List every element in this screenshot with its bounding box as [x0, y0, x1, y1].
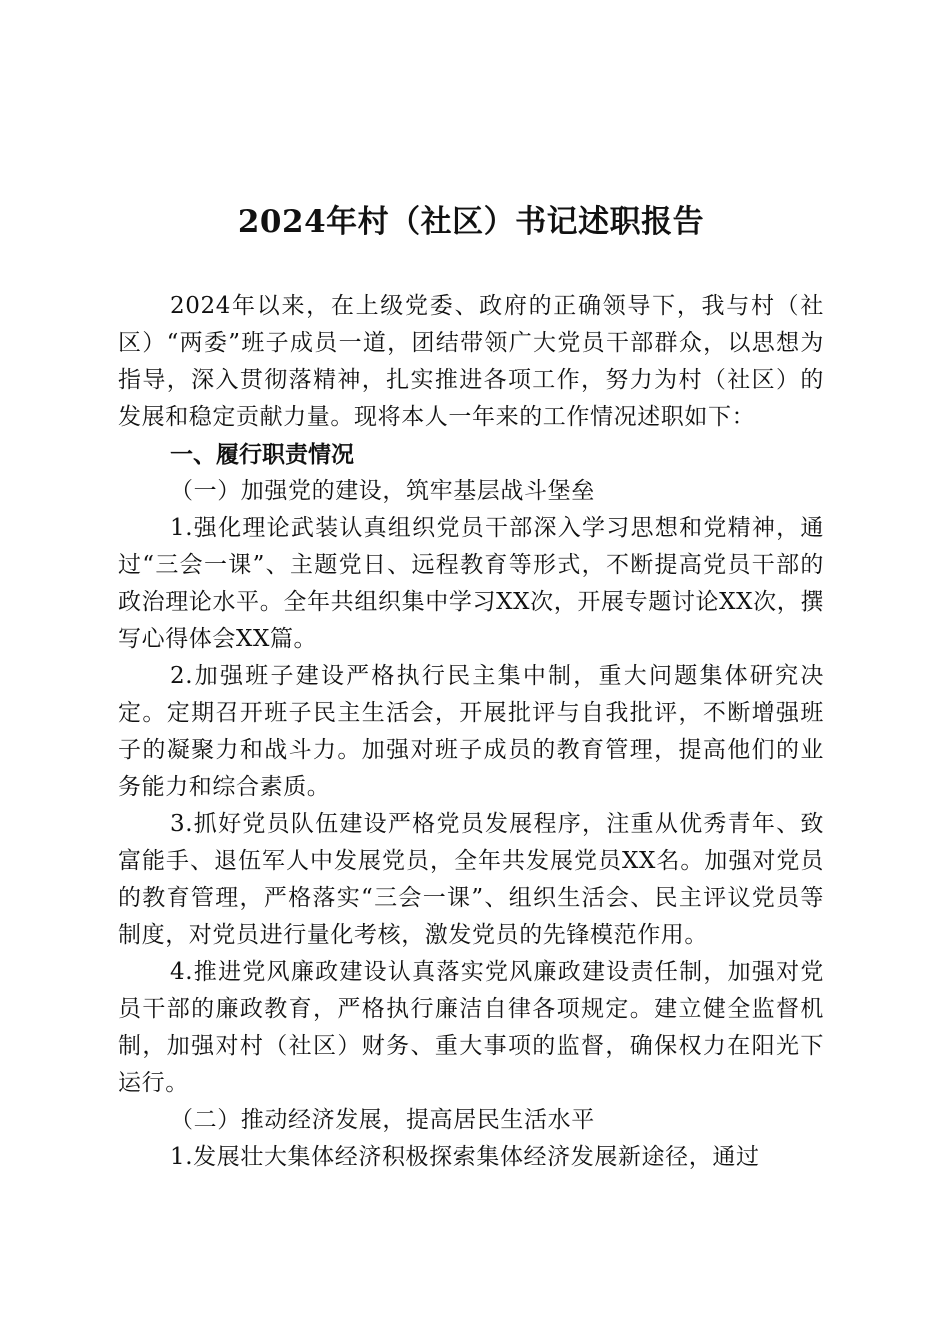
paragraph-theory: 1.强化理论武装认真组织党员干部深入学习思想和党精神，通过“三会一课”、主题党日、远程教育等形式，不断提高党员干部的政治理论水平。全年共组织集中学习XX次，开展专题讨论XX次，撰写心得体会XX篇。 [118, 515, 824, 652]
paragraph-party-members: 3.抓好党员队伍建设严格党员发展程序，注重从优秀青年、致富能手、退伍军人中发展党员，全年共发展党员XX名。加强对党员的教育管理，严格落实“三会一课”、组织生活会、民主评议党员等制度，对党员进行量化考核，激发党员的先锋模范作用。 [118, 811, 824, 948]
paragraph-team-building: 2.加强班子建设严格执行民主集中制，重大问题集体研究决定。定期召开班子民主生活会，开展批评与自我批评，不断增强班子的凝聚力和战斗力。加强对班子成员的教育管理，提高他们的业务能力和综合素质。 [118, 663, 824, 800]
document-body [118, 288, 824, 1176]
subsection-heading-economy: （二）推动经济发展，提高居民生活水平 [170, 1107, 595, 1133]
paragraph-integrity: 4.推进党风廉政建设认真落实党风廉政建设责任制，加强对党员干部的廉政教育，严格执行廉洁自律各项规定。建立健全监督机制，加强对村（社区）财务、重大事项的监督，确保权力在阳光下运行。 [118, 959, 824, 1096]
intro-paragraph: 2024年以来，在上级党委、政府的正确领导下，我与村（社区）“两委”班子成员一道，团结带领广大党员干部群众，以思想为指导，深入贯彻落精神，扎实推进各项工作，努力为村（社区）的发展和稳定贡献力量。现将本人一年来的工作情况述职如下： [118, 293, 824, 430]
section-heading-duties: 一、履行职责情况 [170, 441, 354, 468]
paragraph-collective-economy: 1.发展壮大集体经济积极探索集体经济发展新途径，通过 [170, 1144, 760, 1170]
subsection-heading-party-building: （一）加强党的建设，筑牢基层战斗堡垒 [170, 478, 595, 504]
document-title: 2024年村（社区）书记述职报告 [237, 204, 705, 240]
